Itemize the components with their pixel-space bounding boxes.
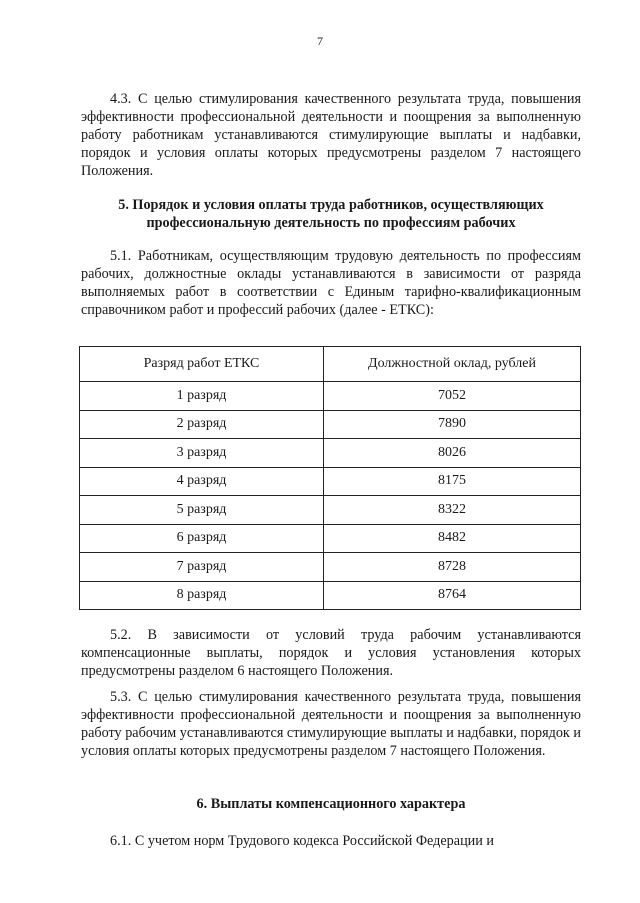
table-row: [80, 581, 581, 610]
paragraph-5-1: 5.1. Работникам, осуществляющим трудовую деятельность по профессиям рабочих, должностные оклады устанавливаются в зависимости от разряда выполняемых работ в соответствии с Единым тарифно-квалификационным справочником работ и профессий рабочих (далее - ЕТКС):: [81, 248, 581, 318]
section-6-heading: 6. Выплаты компенсационного характера: [196, 796, 466, 812]
table-row: [80, 524, 581, 553]
salary-cell: 7890: [324, 410, 581, 439]
paragraph-5-3: 5.3. С целью стимулирования качественного результата труда, повышения эффективности профессиональной деятельности и поощрения за выполненную работу рабочим устанавливаются стимулирующие выплаты и надбавки, порядок и условия оплаты которых предусмотрены разделом 7 настоящего Положения.: [81, 689, 581, 759]
table-row: [80, 496, 581, 525]
grade-cell: 4 разряд: [80, 467, 324, 496]
salary-cell: 7052: [324, 382, 581, 411]
paragraph-4-3: 4.3. С целью стимулирования качественного результата труда, повышения эффективности профессиональной деятельности и поощрения за выполненную работу работникам устанавливаются стимулирующие выплаты и надбавки, порядок и условия оплаты которых предусмотрены разделом 7 настоящего Положения.: [81, 91, 581, 179]
paragraph-5-2: 5.2. В зависимости от условий труда рабочим устанавливаются компенсационные выплаты, порядок и условия установления которых предусмотрены разделом 6 настоящего Положения.: [81, 627, 581, 679]
grade-cell: 2 разряд: [80, 410, 324, 439]
table-header-row: [80, 347, 581, 382]
grade-cell: 8 разряд: [80, 581, 324, 610]
salary-cell: 8728: [324, 553, 581, 582]
grade-cell: 1 разряд: [80, 382, 324, 411]
salary-cell: 8175: [324, 467, 581, 496]
page-number: 7: [317, 34, 323, 48]
grade-cell: 6 разряд: [80, 524, 324, 553]
table-row: [80, 382, 581, 411]
table-row: [80, 410, 581, 439]
etks-salary-table: [79, 346, 581, 610]
salary-cell: 8482: [324, 524, 581, 553]
header-salary: Должностной оклад, рублей: [324, 347, 581, 382]
salary-cell: 8322: [324, 496, 581, 525]
grade-cell: 7 разряд: [80, 553, 324, 582]
grade-cell: 3 разряд: [80, 439, 324, 468]
salary-cell: 8026: [324, 439, 581, 468]
section-5-heading: 5. Порядок и условия оплаты труда работников, осуществляющих профессиональную деятельность по профессиям рабочих: [118, 197, 544, 231]
table-row: [80, 553, 581, 582]
grade-cell: 5 разряд: [80, 496, 324, 525]
table-row: [80, 467, 581, 496]
header-grade: Разряд работ ЕТКС: [80, 347, 324, 382]
paragraph-6-1: 6.1. С учетом норм Трудового кодекса Российской Федерации и: [110, 833, 494, 849]
salary-cell: 8764: [324, 581, 581, 610]
table-row: [80, 439, 581, 468]
